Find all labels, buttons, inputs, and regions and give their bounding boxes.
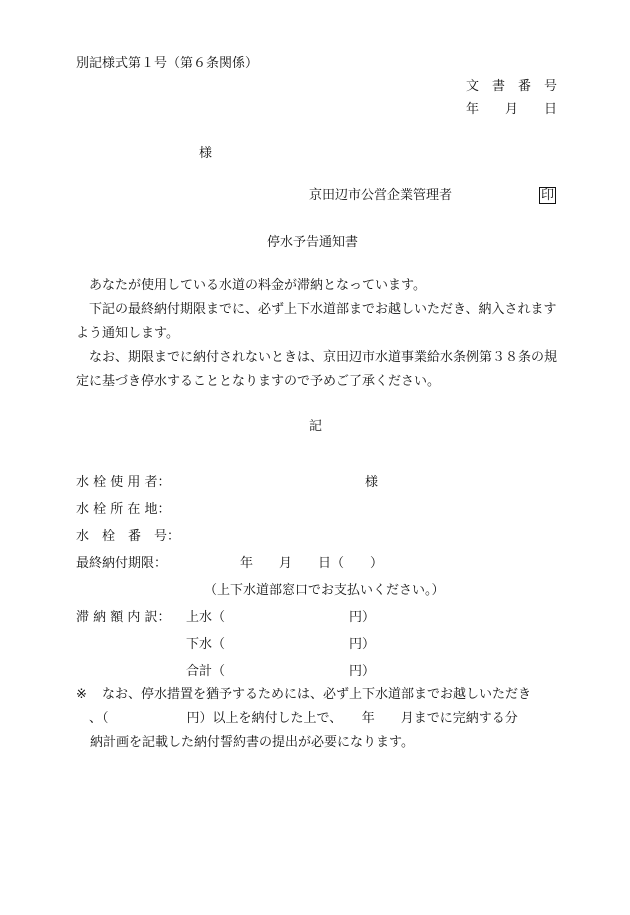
note-line-2 — [76, 711, 558, 727]
number-row — [76, 529, 558, 545]
arrears-label: 滞 納 額 内 訳： — [76, 610, 171, 625]
deadline-value: 年 月 日（ ） — [240, 556, 384, 571]
number-label: 水 栓 番 号： — [76, 529, 181, 544]
addressee-suffix: 様 — [199, 146, 213, 161]
arrears-sewer-row — [76, 637, 558, 653]
deadline-label: 最終納付期限： — [76, 556, 168, 571]
form-label: 別記様式第１号（第６条関係） — [76, 56, 259, 71]
arrears-total-row — [76, 664, 558, 680]
location-label: 水 栓 所 在 地： — [76, 502, 171, 517]
sewer-yen: 円） — [349, 637, 376, 652]
total-label: 合計（ — [186, 664, 226, 679]
note-text-3: 納計画を記載した納付誓約書の提出が必要になります。 — [90, 735, 414, 750]
body-paragraph-2: 下記の最終納付期限までに、必ず上下水道部までお越しいただき、納入されますよう通知します。 — [76, 302, 557, 341]
seal-text: 印 — [541, 188, 555, 203]
payment-note-row — [76, 583, 558, 599]
payment-note: （上下水道部窓口でお支払いください。） — [204, 583, 445, 598]
sewer-label: 下水（ — [186, 637, 226, 652]
seal-mark — [539, 188, 556, 204]
document-date: 年 月 日 — [465, 102, 557, 117]
note-line-1 — [76, 687, 558, 703]
location-row — [76, 502, 558, 518]
total-yen: 円） — [349, 664, 376, 679]
water-label: 上水（ — [186, 610, 226, 625]
document-number: 文 書 番 号 — [465, 79, 557, 94]
note-mark: ※ — [76, 687, 87, 702]
note-text-1: なお、停水措置を猶予するためには、必ず上下水道部までお越しいただき — [102, 687, 532, 702]
deadline-row — [76, 556, 558, 572]
body-paragraph-1: あなたが使用している水道の料金が滞納となっています。 — [89, 278, 426, 293]
arrears-water-row — [76, 610, 558, 626]
note-line-3 — [76, 735, 558, 751]
ki-heading: 記 — [309, 419, 323, 434]
user-label: 水 栓 使 用 者： — [76, 475, 171, 490]
water-yen: 円） — [349, 610, 376, 625]
document-title: 停水予告通知書 — [267, 235, 359, 250]
user-row — [76, 475, 558, 491]
body-paragraph-3: なお、期限までに納付されないときは、京田辺市水道事業給水条例第３８条の規定に基づき停水することとなりますので予めご了承ください。 — [76, 350, 558, 389]
note-text-2: 、（ 円）以上を納付した上で、 年 月までに完納する分 — [89, 711, 518, 726]
issuer-name: 京田辺市公営企業管理者 — [309, 188, 453, 203]
user-suffix: 様 — [365, 475, 379, 490]
